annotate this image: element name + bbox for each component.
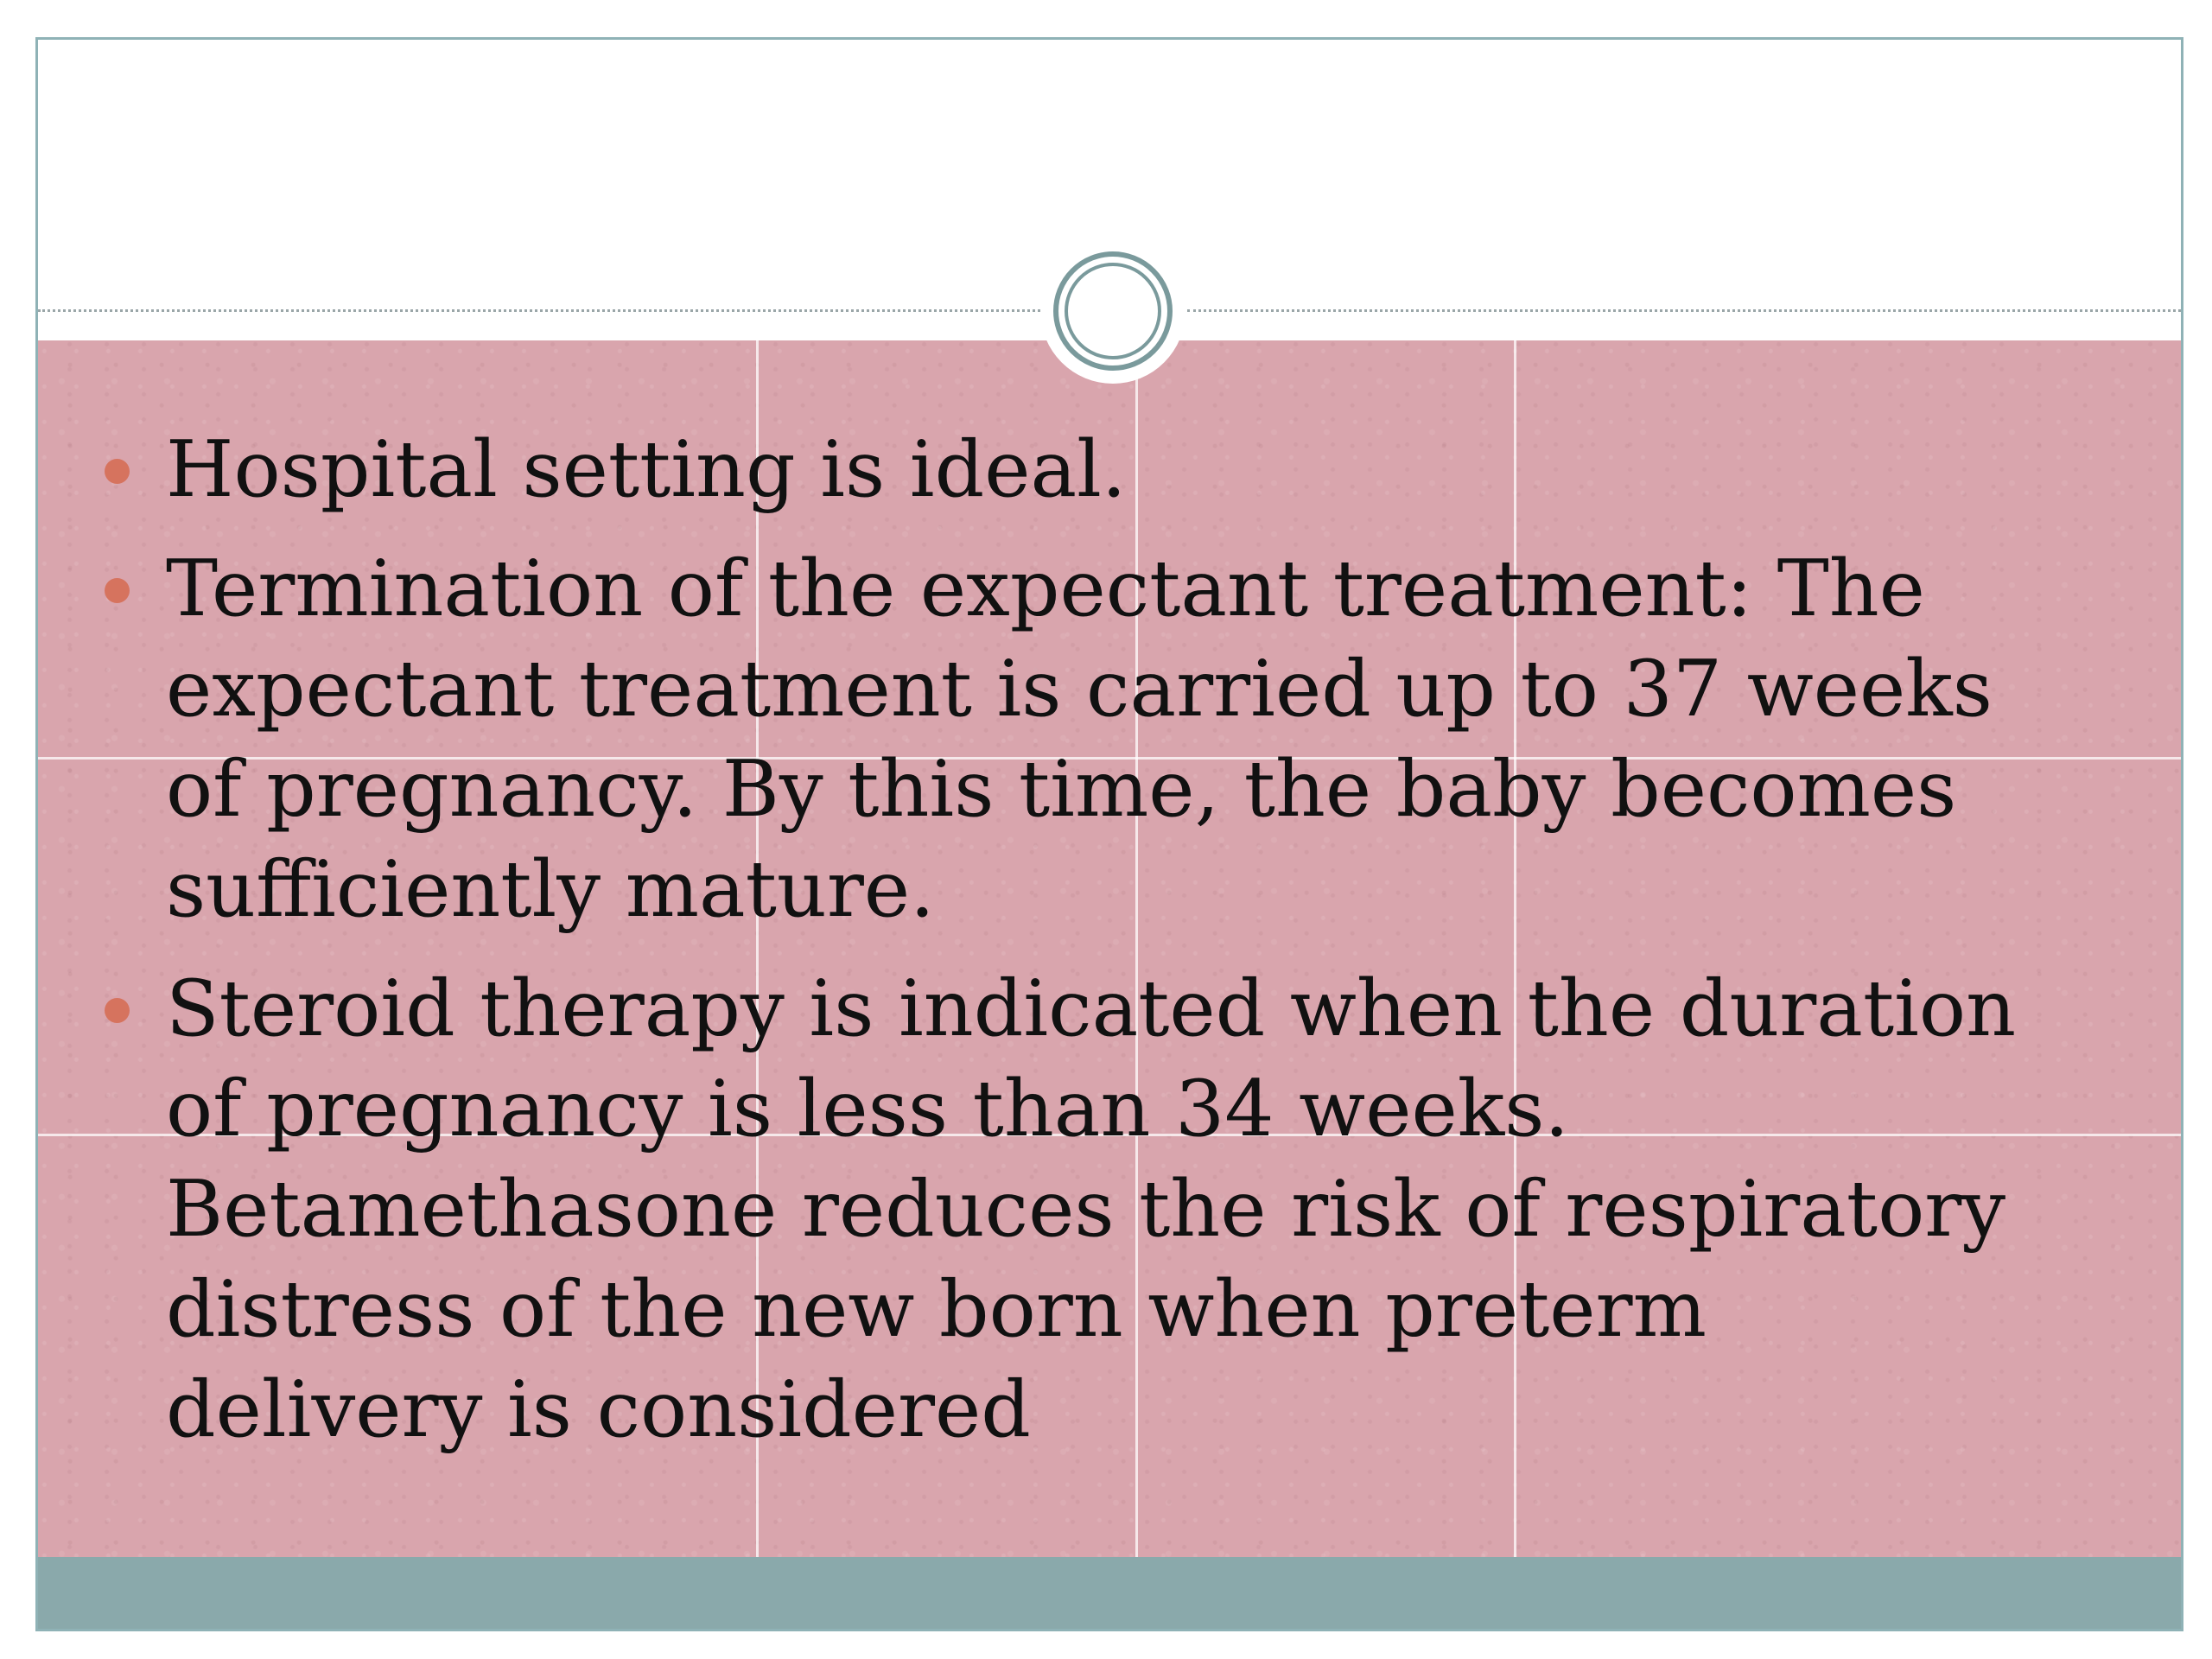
circle-ornament-inner-icon xyxy=(1065,263,1161,359)
header-divider-right xyxy=(1187,309,2183,312)
bullet-item xyxy=(166,959,2024,1460)
bullet-item xyxy=(166,539,2024,940)
header-divider-left xyxy=(38,309,1040,312)
bullet-text: Hospital setting is ideal. xyxy=(166,424,1127,515)
bullet-dot-icon xyxy=(105,998,130,1023)
bullet-text: Termination of the expectant treatment: The expectant treatment is carried up to 37 weeks of pregnancy. By this time, the baby becomes sufficiently mature. xyxy=(166,543,1993,935)
bullet-dot-icon xyxy=(105,578,130,603)
footer-bar xyxy=(38,1557,2181,1631)
bullet-dot-icon xyxy=(105,459,130,484)
slide xyxy=(35,37,2183,1631)
bullet-item xyxy=(166,420,2024,520)
bullet-text: Steroid therapy is indicated when the duration of pregnancy is less than 34 weeks. Betamethasone reduces the risk of respiratory distress of the new born when preterm delivery is considered xyxy=(166,963,2017,1455)
slide-content-area xyxy=(38,340,2181,1557)
